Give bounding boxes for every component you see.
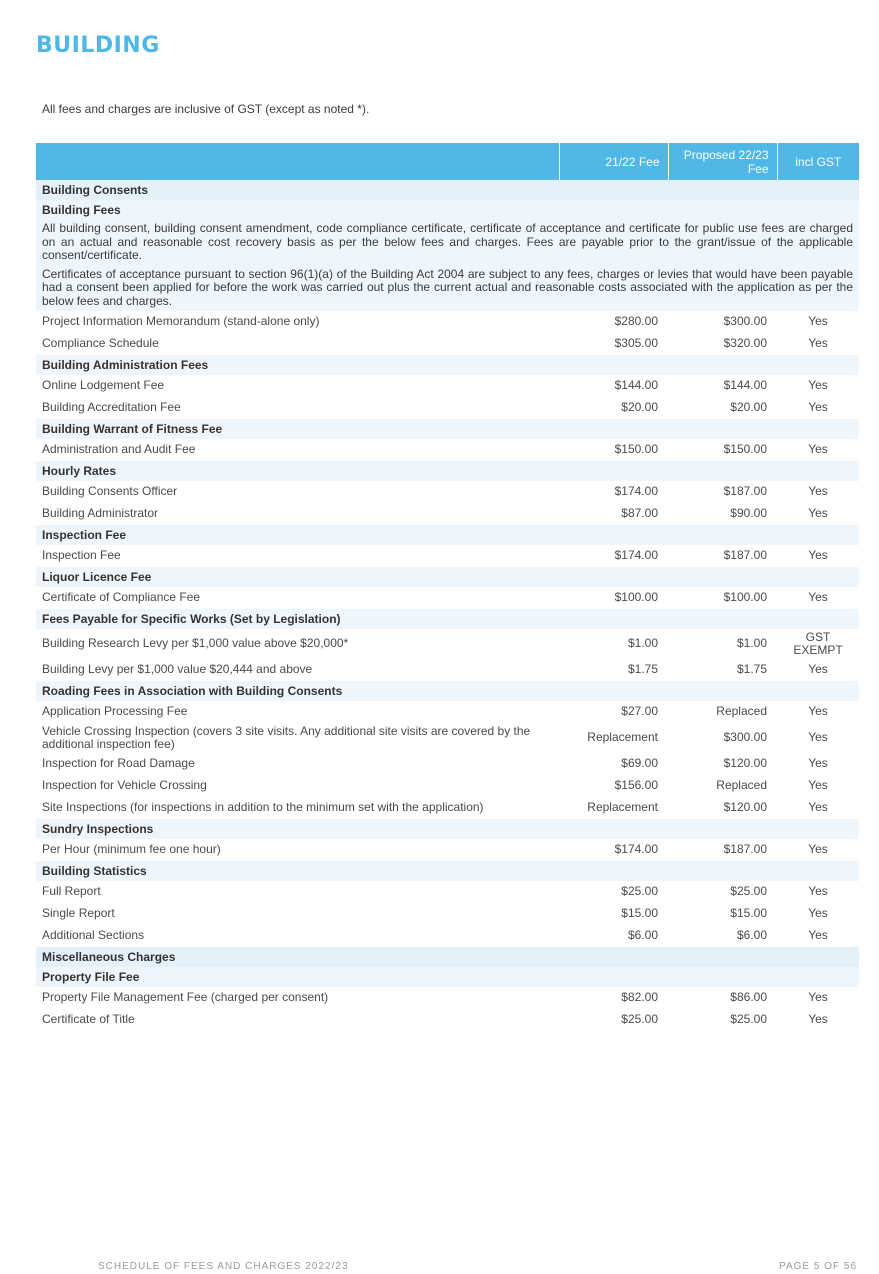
table-row xyxy=(36,397,859,419)
row-fee-2122: $15.00 xyxy=(621,906,658,921)
heading-text: Sundry Inspections xyxy=(36,819,859,839)
row-fee-2122: $100.00 xyxy=(614,590,658,605)
footer-document-title: SCHEDULE OF FEES AND CHARGES 2022/23 xyxy=(98,1261,349,1272)
row-fee-2122: $174.00 xyxy=(614,484,658,499)
row-fee-2223: Replaced xyxy=(716,704,767,719)
row-fee-2223: $120.00 xyxy=(723,800,767,815)
row-fee-2122: $156.00 xyxy=(614,778,658,793)
table-row xyxy=(36,881,859,903)
fees-table-header xyxy=(36,143,859,180)
heading-text: Fees Payable for Specific Works (Set by Legislation) xyxy=(36,609,859,629)
note-row xyxy=(36,220,859,266)
fees-table xyxy=(36,143,859,1031)
table-row xyxy=(36,545,859,567)
row-incl-gst: Yes xyxy=(808,906,828,921)
subsection-heading-row xyxy=(36,861,859,881)
row-description: Online Lodgement Fee xyxy=(42,378,165,393)
header-row xyxy=(36,143,859,180)
header-description xyxy=(36,143,559,180)
row-incl-gst: Yes xyxy=(808,662,828,677)
row-incl-gst: Yes xyxy=(808,548,828,563)
heading-text: Hourly Rates xyxy=(36,461,859,481)
row-description: Additional Sections xyxy=(42,928,145,943)
row-fee-2223: $187.00 xyxy=(723,484,767,499)
heading-text: Property File Fee xyxy=(36,967,859,987)
row-incl-gst: Yes xyxy=(808,314,828,329)
table-row xyxy=(36,503,859,525)
table-row xyxy=(36,439,859,461)
row-fee-2223: Replaced xyxy=(716,778,767,793)
row-incl-gst: Yes xyxy=(808,884,828,899)
row-incl-gst: Yes xyxy=(808,1012,828,1027)
row-fee-2122: $280.00 xyxy=(614,314,658,329)
row-description: Project Information Memorandum (stand-alone only) xyxy=(42,314,320,329)
row-incl-gst: Yes xyxy=(808,442,828,457)
heading-text: Building Statistics xyxy=(36,861,859,881)
table-row xyxy=(36,839,859,861)
row-fee-2223: $86.00 xyxy=(730,990,767,1005)
row-fee-2122: $87.00 xyxy=(621,506,658,521)
heading-text: Inspection Fee xyxy=(36,525,859,545)
subsection-heading-row xyxy=(36,200,859,220)
table-row xyxy=(36,925,859,947)
row-description: Building Administrator xyxy=(42,506,159,521)
row-description: Building Consents Officer xyxy=(42,484,178,499)
subsection-heading-row xyxy=(36,567,859,587)
row-incl-gst: Yes xyxy=(808,506,828,521)
table-row xyxy=(36,987,859,1009)
row-incl-gst: Yes xyxy=(808,400,828,415)
heading-text: Miscellaneous Charges xyxy=(36,947,859,967)
row-fee-2223: $187.00 xyxy=(723,842,767,857)
subsection-heading-row xyxy=(36,967,859,987)
row-fee-2122: $25.00 xyxy=(621,884,658,899)
table-row xyxy=(36,723,859,753)
row-incl-gst: Yes xyxy=(808,590,828,605)
row-fee-2122: Replacement xyxy=(587,800,658,815)
note-text: Certificates of acceptance pursuant to section 96(1)(a) of the Building Act 2004 are subject to any fees, charges or levies that would have been payable had a consent been applied for before the work was carried out plus the current actual and reasonable costs associated with the application as per the below fees and charges. xyxy=(36,266,859,312)
section-heading-row xyxy=(36,947,859,967)
row-description: Administration and Audit Fee xyxy=(42,442,196,457)
note-row xyxy=(36,266,859,312)
row-description: Inspection for Road Damage xyxy=(42,756,195,771)
heading-text: Roading Fees in Association with Building Consents xyxy=(36,681,859,701)
heading-text: Liquor Licence Fee xyxy=(36,567,859,587)
header-fee-2122: 21/22 Fee xyxy=(559,143,668,180)
row-description: Single Report xyxy=(42,906,115,921)
row-fee-2223: $25.00 xyxy=(730,1012,767,1027)
intro-note: All fees and charges are inclusive of GST (except as noted *). xyxy=(42,102,370,116)
row-incl-gst: Yes xyxy=(808,842,828,857)
fees-table-body xyxy=(36,180,859,1031)
row-fee-2122: $6.00 xyxy=(627,928,658,943)
row-description: Building Accreditation Fee xyxy=(42,400,181,415)
row-incl-gst: Yes xyxy=(808,756,828,771)
row-description: Building Research Levy per $1,000 value above $20,000* xyxy=(42,636,349,651)
row-incl-gst: Yes xyxy=(808,778,828,793)
row-fee-2223: $120.00 xyxy=(723,756,767,771)
subsection-heading-row xyxy=(36,461,859,481)
row-fee-2223: $1.00 xyxy=(736,636,767,651)
subsection-heading-row xyxy=(36,819,859,839)
row-incl-gst: GST EXEMPT xyxy=(793,629,843,657)
row-description: Certificate of Title xyxy=(42,1012,135,1027)
row-fee-2223: $25.00 xyxy=(730,884,767,899)
table-row xyxy=(36,375,859,397)
row-fee-2223: $20.00 xyxy=(730,400,767,415)
table-row xyxy=(36,629,859,659)
row-incl-gst: Yes xyxy=(808,704,828,719)
row-description: Site Inspections (for inspections in addition to the minimum set with the application) xyxy=(42,800,484,815)
subsection-heading-row xyxy=(36,681,859,701)
row-description: Building Levy per $1,000 value $20,444 and above xyxy=(42,662,313,677)
row-incl-gst: Yes xyxy=(808,484,828,499)
row-description: Per Hour (minimum fee one hour) xyxy=(42,842,221,857)
table-row xyxy=(36,333,859,355)
header-fee-2223: Proposed 22/23 Fee xyxy=(668,143,777,180)
table-row xyxy=(36,797,859,819)
table-row xyxy=(36,311,859,333)
row-fee-2122: $305.00 xyxy=(614,336,658,351)
row-description: Application Processing Fee xyxy=(42,704,188,719)
row-description: Inspection Fee xyxy=(42,548,121,563)
table-row xyxy=(36,903,859,925)
row-description: Vehicle Crossing Inspection (covers 3 site visits. Any additional site visits are covered by the additional inspection fee) xyxy=(42,723,531,751)
table-row xyxy=(36,481,859,503)
heading-text: Building Fees xyxy=(36,200,859,220)
row-incl-gst: Yes xyxy=(808,800,828,815)
page-title: BUILDING xyxy=(36,33,160,58)
row-fee-2223: $320.00 xyxy=(723,336,767,351)
row-fee-2122: $25.00 xyxy=(621,1012,658,1027)
row-fee-2223: $1.75 xyxy=(736,662,767,677)
row-description: Compliance Schedule xyxy=(42,336,159,351)
row-fee-2122: $82.00 xyxy=(621,990,658,1005)
table-row xyxy=(36,659,859,681)
table-row xyxy=(36,753,859,775)
row-fee-2223: $15.00 xyxy=(730,906,767,921)
row-incl-gst: Yes xyxy=(808,378,828,393)
row-fee-2122: $174.00 xyxy=(614,842,658,857)
row-fee-2223: $300.00 xyxy=(723,314,767,329)
row-description: Inspection for Vehicle Crossing xyxy=(42,778,207,793)
row-fee-2223: $6.00 xyxy=(736,928,767,943)
row-incl-gst: Yes xyxy=(808,990,828,1005)
row-description: Property File Management Fee (charged per consent) xyxy=(42,990,329,1005)
row-fee-2122: $27.00 xyxy=(621,704,658,719)
row-fee-2122: $174.00 xyxy=(614,548,658,563)
row-fee-2122: $150.00 xyxy=(614,442,658,457)
row-fee-2122: $1.75 xyxy=(627,662,658,677)
subsection-heading-row xyxy=(36,355,859,375)
row-fee-2122: Replacement xyxy=(587,730,658,745)
footer-page-number: PAGE 5 OF 56 xyxy=(779,1261,857,1272)
row-fee-2223: $100.00 xyxy=(723,590,767,605)
row-fee-2122: $69.00 xyxy=(621,756,658,771)
row-fee-2223: $150.00 xyxy=(723,442,767,457)
table-row xyxy=(36,701,859,723)
subsection-heading-row xyxy=(36,525,859,545)
row-fee-2223: $300.00 xyxy=(723,730,767,745)
row-fee-2223: $144.00 xyxy=(723,378,767,393)
row-description: Certificate of Compliance Fee xyxy=(42,590,201,605)
row-fee-2122: $144.00 xyxy=(614,378,658,393)
row-incl-gst: Yes xyxy=(808,730,828,745)
row-fee-2223: $187.00 xyxy=(723,548,767,563)
row-fee-2122: $1.00 xyxy=(627,636,658,651)
row-incl-gst: Yes xyxy=(808,928,828,943)
heading-text: Building Consents xyxy=(36,180,859,200)
row-incl-gst: Yes xyxy=(808,336,828,351)
heading-text: Building Administration Fees xyxy=(36,355,859,375)
table-row xyxy=(36,775,859,797)
header-incl-gst: incl GST xyxy=(777,143,859,180)
heading-text: Building Warrant of Fitness Fee xyxy=(36,419,859,439)
row-description: Full Report xyxy=(42,884,101,899)
subsection-heading-row xyxy=(36,419,859,439)
subsection-heading-row xyxy=(36,609,859,629)
row-fee-2223: $90.00 xyxy=(730,506,767,521)
table-row xyxy=(36,1009,859,1031)
row-fee-2122: $20.00 xyxy=(621,400,658,415)
note-text: All building consent, building consent amendment, code compliance certificate, certificate of acceptance and certificate for public use fees are charged on an actual and reasonable cost recovery basis as per the below fees and charges. Fees are payable prior to the grant/issue of the applicable consent/certificate. xyxy=(36,220,859,266)
section-heading-row xyxy=(36,180,859,200)
table-row xyxy=(36,587,859,609)
